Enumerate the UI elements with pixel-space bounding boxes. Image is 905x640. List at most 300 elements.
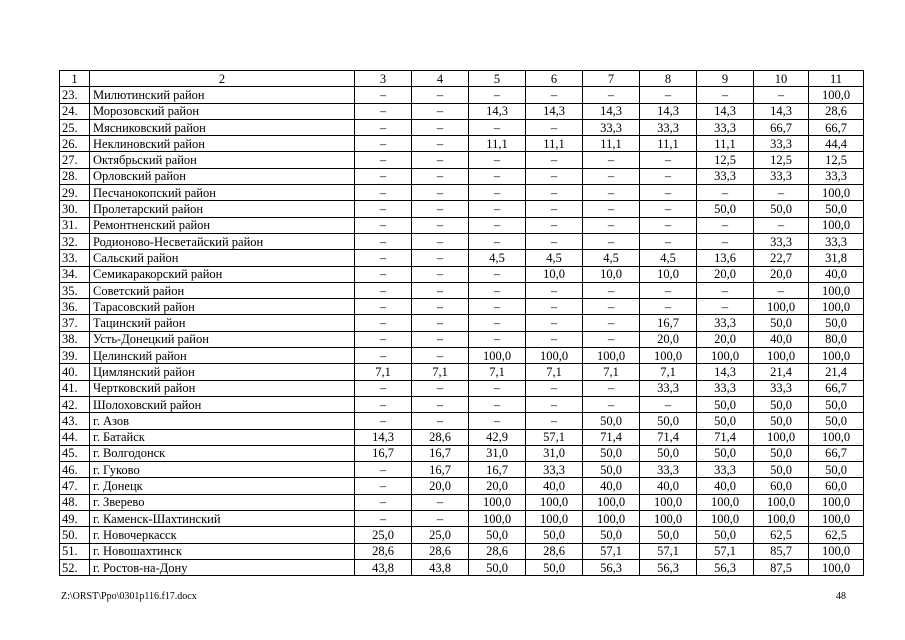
table-row	[60, 136, 864, 152]
row-number-cell: 26.	[60, 136, 90, 152]
value-cell: –	[583, 315, 640, 331]
value-cell: –	[754, 282, 809, 298]
value-cell: –	[526, 315, 583, 331]
value-cell: 40,0	[809, 266, 864, 282]
district-name-cell: Семикаракорский район	[90, 266, 355, 282]
value-cell: –	[412, 266, 469, 282]
value-cell: 31,0	[526, 445, 583, 461]
value-cell: 100,0	[640, 511, 697, 527]
value-cell: 50,0	[697, 396, 754, 412]
value-cell: –	[754, 185, 809, 201]
data-table	[59, 70, 864, 576]
table-row	[60, 380, 864, 396]
value-cell: –	[469, 233, 526, 249]
table-row	[60, 299, 864, 315]
value-cell: 13,6	[697, 250, 754, 266]
value-cell: –	[412, 348, 469, 364]
value-cell: 62,5	[754, 527, 809, 543]
value-cell: –	[583, 282, 640, 298]
value-cell: –	[355, 380, 412, 396]
value-cell: 20,0	[412, 478, 469, 494]
value-cell: –	[469, 380, 526, 396]
value-cell: 50,0	[809, 201, 864, 217]
value-cell: 14,3	[697, 364, 754, 380]
value-cell: –	[355, 266, 412, 282]
value-cell: 11,1	[526, 136, 583, 152]
value-cell: –	[697, 87, 754, 103]
row-number-cell: 28.	[60, 168, 90, 184]
value-cell: –	[412, 511, 469, 527]
value-cell: –	[355, 348, 412, 364]
district-name-cell: Тацинский район	[90, 315, 355, 331]
table-row	[60, 250, 864, 266]
value-cell: 80,0	[809, 331, 864, 347]
value-cell: 11,1	[640, 136, 697, 152]
value-cell: –	[583, 217, 640, 233]
value-cell: 11,1	[469, 136, 526, 152]
value-cell: 50,0	[809, 413, 864, 429]
district-name-cell: Шолоховский район	[90, 396, 355, 412]
value-cell: 100,0	[469, 511, 526, 527]
district-name-cell: Тарасовский район	[90, 299, 355, 315]
table-row	[60, 185, 864, 201]
value-cell: 12,5	[754, 152, 809, 168]
value-cell: –	[412, 185, 469, 201]
value-cell: –	[526, 87, 583, 103]
value-cell: 57,1	[640, 543, 697, 559]
row-number-cell: 31.	[60, 217, 90, 233]
value-cell: 7,1	[526, 364, 583, 380]
value-cell: 20,0	[697, 266, 754, 282]
value-cell: –	[355, 217, 412, 233]
value-cell: 10,0	[526, 266, 583, 282]
value-cell: –	[412, 413, 469, 429]
table-row	[60, 233, 864, 249]
column-header-2: 2	[90, 71, 355, 87]
district-name-cell: Цимлянский район	[90, 364, 355, 380]
value-cell: 100,0	[469, 348, 526, 364]
value-cell: 33,3	[754, 168, 809, 184]
value-cell: 56,3	[640, 559, 697, 575]
column-header-11: 11	[809, 71, 864, 87]
table-row	[60, 331, 864, 347]
value-cell: –	[355, 462, 412, 478]
district-name-cell: Чертковский район	[90, 380, 355, 396]
value-cell: –	[355, 299, 412, 315]
district-name-cell: Целинский район	[90, 348, 355, 364]
value-cell: 28,6	[412, 543, 469, 559]
value-cell: 43,8	[412, 559, 469, 575]
value-cell: 50,0	[526, 527, 583, 543]
value-cell: 33,3	[697, 119, 754, 135]
row-number-cell: 52.	[60, 559, 90, 575]
table-row	[60, 119, 864, 135]
value-cell: –	[526, 380, 583, 396]
value-cell: 100,0	[697, 511, 754, 527]
column-header-6: 6	[526, 71, 583, 87]
value-cell: –	[754, 217, 809, 233]
value-cell: –	[526, 185, 583, 201]
value-cell: 14,3	[469, 103, 526, 119]
value-cell: –	[469, 413, 526, 429]
value-cell: –	[412, 494, 469, 510]
value-cell: –	[583, 299, 640, 315]
value-cell: 100,0	[754, 494, 809, 510]
value-cell: 10,0	[640, 266, 697, 282]
table-row	[60, 364, 864, 380]
value-cell: 100,0	[583, 511, 640, 527]
value-cell: 33,3	[697, 462, 754, 478]
value-cell: 100,0	[809, 87, 864, 103]
district-name-cell: г. Волгодонск	[90, 445, 355, 461]
district-name-cell: г. Ростов-на-Дону	[90, 559, 355, 575]
value-cell: 85,7	[754, 543, 809, 559]
value-cell: 100,0	[583, 348, 640, 364]
value-cell: 100,0	[526, 511, 583, 527]
footer-page-number: 48	[836, 591, 846, 602]
value-cell: 40,0	[697, 478, 754, 494]
table-row	[60, 413, 864, 429]
value-cell: –	[412, 201, 469, 217]
table-row	[60, 87, 864, 103]
value-cell: 50,0	[809, 315, 864, 331]
district-name-cell: Милютинский район	[90, 87, 355, 103]
value-cell: –	[469, 315, 526, 331]
value-cell: 14,3	[583, 103, 640, 119]
district-name-cell: г. Новошахтинск	[90, 543, 355, 559]
table-row	[60, 396, 864, 412]
value-cell: 62,5	[809, 527, 864, 543]
value-cell: 50,0	[469, 527, 526, 543]
value-cell: 100,0	[809, 429, 864, 445]
value-cell: –	[355, 168, 412, 184]
value-cell: 28,6	[526, 543, 583, 559]
value-cell: 28,6	[469, 543, 526, 559]
value-cell: –	[355, 152, 412, 168]
value-cell: –	[355, 413, 412, 429]
row-number-cell: 51.	[60, 543, 90, 559]
value-cell: 14,3	[754, 103, 809, 119]
district-name-cell: г. Гуково	[90, 462, 355, 478]
value-cell: 50,0	[583, 462, 640, 478]
value-cell: 33,3	[526, 462, 583, 478]
row-number-cell: 37.	[60, 315, 90, 331]
row-number-cell: 47.	[60, 478, 90, 494]
value-cell: 20,0	[640, 331, 697, 347]
value-cell: –	[355, 478, 412, 494]
value-cell: –	[640, 299, 697, 315]
value-cell: 50,0	[754, 445, 809, 461]
value-cell: –	[412, 168, 469, 184]
footer-file-path: Z:\ORST\Ppo\0301p116.f17.docx	[61, 591, 197, 602]
table-row	[60, 152, 864, 168]
value-cell: 50,0	[754, 413, 809, 429]
value-cell: –	[469, 266, 526, 282]
value-cell: –	[697, 282, 754, 298]
value-cell: 50,0	[809, 462, 864, 478]
column-header-8: 8	[640, 71, 697, 87]
value-cell: –	[355, 315, 412, 331]
value-cell: 100,0	[526, 348, 583, 364]
value-cell: 7,1	[640, 364, 697, 380]
value-cell: –	[469, 396, 526, 412]
value-cell: –	[583, 380, 640, 396]
value-cell: –	[355, 119, 412, 135]
value-cell: 16,7	[469, 462, 526, 478]
table-row	[60, 445, 864, 461]
row-number-cell: 43.	[60, 413, 90, 429]
row-number-cell: 32.	[60, 233, 90, 249]
district-name-cell: г. Каменск-Шахтинский	[90, 511, 355, 527]
value-cell: –	[469, 185, 526, 201]
row-number-cell: 35.	[60, 282, 90, 298]
value-cell: –	[412, 315, 469, 331]
value-cell: –	[583, 396, 640, 412]
value-cell: 14,3	[697, 103, 754, 119]
value-cell: 50,0	[697, 201, 754, 217]
district-name-cell: Пролетарский район	[90, 201, 355, 217]
value-cell: –	[355, 396, 412, 412]
value-cell: 100,0	[640, 494, 697, 510]
value-cell: –	[583, 168, 640, 184]
value-cell: 50,0	[697, 413, 754, 429]
row-number-cell: 23.	[60, 87, 90, 103]
value-cell: –	[355, 87, 412, 103]
value-cell: 50,0	[526, 559, 583, 575]
table-row	[60, 266, 864, 282]
value-cell: –	[469, 168, 526, 184]
row-number-cell: 44.	[60, 429, 90, 445]
row-number-cell: 41.	[60, 380, 90, 396]
district-name-cell: г. Зверево	[90, 494, 355, 510]
table-row	[60, 429, 864, 445]
value-cell: –	[526, 413, 583, 429]
district-name-cell: Родионово-Несветайский район	[90, 233, 355, 249]
value-cell: –	[412, 282, 469, 298]
value-cell: 33,3	[754, 233, 809, 249]
value-cell: –	[469, 152, 526, 168]
value-cell: –	[526, 152, 583, 168]
value-cell: –	[355, 103, 412, 119]
row-number-cell: 36.	[60, 299, 90, 315]
value-cell: 57,1	[697, 543, 754, 559]
value-cell: 33,3	[640, 380, 697, 396]
table-row	[60, 315, 864, 331]
value-cell: –	[412, 250, 469, 266]
table-row	[60, 478, 864, 494]
table-row	[60, 511, 864, 527]
value-cell: 100,0	[809, 299, 864, 315]
value-cell: 100,0	[697, 348, 754, 364]
column-header-7: 7	[583, 71, 640, 87]
value-cell: 100,0	[469, 494, 526, 510]
value-cell: –	[412, 136, 469, 152]
value-cell: 7,1	[469, 364, 526, 380]
district-name-cell: г. Новочеркасск	[90, 527, 355, 543]
value-cell: 100,0	[640, 348, 697, 364]
value-cell: –	[355, 233, 412, 249]
value-cell: –	[412, 380, 469, 396]
value-cell: 100,0	[809, 494, 864, 510]
row-number-cell: 48.	[60, 494, 90, 510]
value-cell: –	[526, 299, 583, 315]
value-cell: –	[469, 87, 526, 103]
value-cell: 11,1	[583, 136, 640, 152]
value-cell: –	[526, 201, 583, 217]
value-cell: 14,3	[355, 429, 412, 445]
value-cell: –	[583, 233, 640, 249]
value-cell: 50,0	[640, 413, 697, 429]
value-cell: 56,3	[583, 559, 640, 575]
value-cell: –	[697, 217, 754, 233]
value-cell: 100,0	[526, 494, 583, 510]
value-cell: 14,3	[526, 103, 583, 119]
value-cell: –	[355, 185, 412, 201]
value-cell: 71,4	[697, 429, 754, 445]
district-name-cell: Орловский район	[90, 168, 355, 184]
value-cell: 66,7	[809, 119, 864, 135]
value-cell: –	[526, 233, 583, 249]
table-row	[60, 217, 864, 233]
value-cell: 33,3	[809, 233, 864, 249]
value-cell: 25,0	[412, 527, 469, 543]
value-cell: 50,0	[697, 527, 754, 543]
value-cell: –	[469, 282, 526, 298]
value-cell: 60,0	[754, 478, 809, 494]
row-number-cell: 42.	[60, 396, 90, 412]
row-number-cell: 27.	[60, 152, 90, 168]
value-cell: 100,0	[809, 543, 864, 559]
value-cell: 100,0	[754, 299, 809, 315]
column-header-5: 5	[469, 71, 526, 87]
value-cell: –	[355, 494, 412, 510]
value-cell: 100,0	[754, 429, 809, 445]
row-number-cell: 33.	[60, 250, 90, 266]
value-cell: 50,0	[583, 445, 640, 461]
value-cell: 16,7	[355, 445, 412, 461]
value-cell: –	[640, 152, 697, 168]
value-cell: 31,0	[469, 445, 526, 461]
district-name-cell: Неклиновский район	[90, 136, 355, 152]
value-cell: –	[583, 331, 640, 347]
value-cell: 56,3	[697, 559, 754, 575]
value-cell: 7,1	[355, 364, 412, 380]
value-cell: 33,3	[754, 136, 809, 152]
value-cell: 33,3	[697, 315, 754, 331]
value-cell: 33,3	[809, 168, 864, 184]
row-number-cell: 49.	[60, 511, 90, 527]
value-cell: 100,0	[697, 494, 754, 510]
row-number-cell: 25.	[60, 119, 90, 135]
value-cell: 28,6	[355, 543, 412, 559]
table-row	[60, 559, 864, 575]
value-cell: 50,0	[583, 413, 640, 429]
value-cell: 57,1	[526, 429, 583, 445]
value-cell: –	[526, 331, 583, 347]
table-row	[60, 462, 864, 478]
value-cell: –	[412, 152, 469, 168]
value-cell: 16,7	[412, 462, 469, 478]
value-cell: –	[640, 217, 697, 233]
value-cell: 71,4	[640, 429, 697, 445]
value-cell: –	[640, 185, 697, 201]
value-cell: –	[640, 282, 697, 298]
table-row	[60, 348, 864, 364]
row-number-cell: 39.	[60, 348, 90, 364]
value-cell: 100,0	[809, 348, 864, 364]
value-cell: 4,5	[640, 250, 697, 266]
value-cell: 4,5	[583, 250, 640, 266]
value-cell: 31,8	[809, 250, 864, 266]
value-cell: 40,0	[640, 478, 697, 494]
value-cell: –	[355, 250, 412, 266]
district-name-cell: Октябрьский район	[90, 152, 355, 168]
value-cell: 100,0	[809, 559, 864, 575]
value-cell: 21,4	[754, 364, 809, 380]
district-name-cell: Морозовский район	[90, 103, 355, 119]
value-cell: –	[412, 299, 469, 315]
value-cell: –	[412, 233, 469, 249]
value-cell: –	[583, 201, 640, 217]
value-cell: –	[526, 119, 583, 135]
district-name-cell: Усть-Донецкий район	[90, 331, 355, 347]
value-cell: –	[469, 217, 526, 233]
value-cell: 40,0	[526, 478, 583, 494]
value-cell: 50,0	[640, 527, 697, 543]
value-cell: –	[412, 87, 469, 103]
district-name-cell: Советский район	[90, 282, 355, 298]
column-header-3: 3	[355, 71, 412, 87]
row-number-cell: 34.	[60, 266, 90, 282]
value-cell: –	[412, 119, 469, 135]
row-number-cell: 38.	[60, 331, 90, 347]
value-cell: 71,4	[583, 429, 640, 445]
value-cell: 33,3	[697, 168, 754, 184]
value-cell: –	[412, 396, 469, 412]
value-cell: –	[583, 185, 640, 201]
table-row	[60, 527, 864, 543]
district-name-cell: г. Азов	[90, 413, 355, 429]
value-cell: 100,0	[754, 511, 809, 527]
value-cell: 57,1	[583, 543, 640, 559]
value-cell: 25,0	[355, 527, 412, 543]
value-cell: –	[412, 103, 469, 119]
value-cell: 100,0	[809, 185, 864, 201]
value-cell: 33,3	[583, 119, 640, 135]
row-number-cell: 29.	[60, 185, 90, 201]
value-cell: 33,3	[697, 380, 754, 396]
value-cell: –	[469, 331, 526, 347]
value-cell: 12,5	[809, 152, 864, 168]
row-number-cell: 45.	[60, 445, 90, 461]
table-body	[60, 87, 864, 576]
value-cell: –	[412, 331, 469, 347]
value-cell: 44,4	[809, 136, 864, 152]
value-cell: 33,3	[754, 380, 809, 396]
value-cell: –	[469, 299, 526, 315]
table-row	[60, 543, 864, 559]
value-cell: 12,5	[697, 152, 754, 168]
value-cell: 7,1	[412, 364, 469, 380]
value-cell: 66,7	[754, 119, 809, 135]
column-header-4: 4	[412, 71, 469, 87]
value-cell: –	[640, 201, 697, 217]
district-name-cell: г. Донецк	[90, 478, 355, 494]
row-number-cell: 30.	[60, 201, 90, 217]
value-cell: –	[355, 136, 412, 152]
table-row	[60, 103, 864, 119]
value-cell: –	[583, 152, 640, 168]
